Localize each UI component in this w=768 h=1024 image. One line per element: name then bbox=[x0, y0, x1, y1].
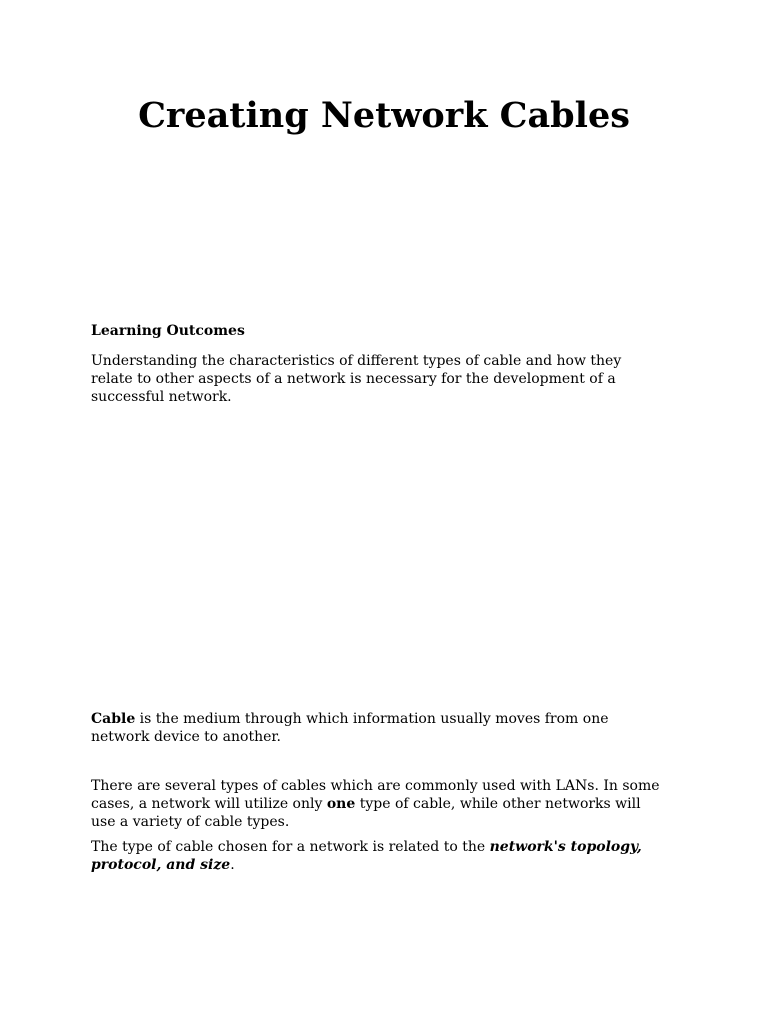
learning-outcomes-heading: Learning Outcomes bbox=[91, 323, 245, 339]
paragraph-line: relate to other aspects of a network is necessary for the development of a bbox=[91, 371, 616, 387]
cable-choice-paragraph bbox=[91, 838, 691, 874]
paragraph-line: successful network. bbox=[91, 389, 232, 405]
paragraph-line: network device to another. bbox=[91, 729, 282, 745]
emphasis-one: one bbox=[326, 796, 356, 812]
cable-term: Cable bbox=[91, 711, 136, 727]
cable-types-paragraph bbox=[91, 777, 691, 831]
emphasis-protocol-size: protocol, and size bbox=[91, 857, 231, 873]
paragraph-line: use a variety of cable types. bbox=[91, 814, 290, 830]
learning-outcomes-paragraph bbox=[91, 352, 691, 406]
paragraph-line: There are several types of cables which are commonly used with LANs. In some bbox=[91, 778, 660, 794]
paragraph-text: cases, a network will utilize only bbox=[91, 796, 327, 812]
paragraph-text: is the medium through which information usually moves from one bbox=[135, 711, 609, 727]
paragraph-text: type of cable, while other networks will bbox=[355, 796, 641, 812]
paragraph-text: . bbox=[230, 857, 235, 873]
emphasis-topology: network's topology, bbox=[489, 839, 642, 855]
cable-definition-paragraph bbox=[91, 710, 691, 746]
page-title: Creating Network Cables bbox=[138, 95, 630, 136]
paragraph-text: The type of cable chosen for a network is related to the bbox=[91, 839, 490, 855]
paragraph-line: Understanding the characteristics of different types of cable and how they bbox=[91, 353, 622, 369]
